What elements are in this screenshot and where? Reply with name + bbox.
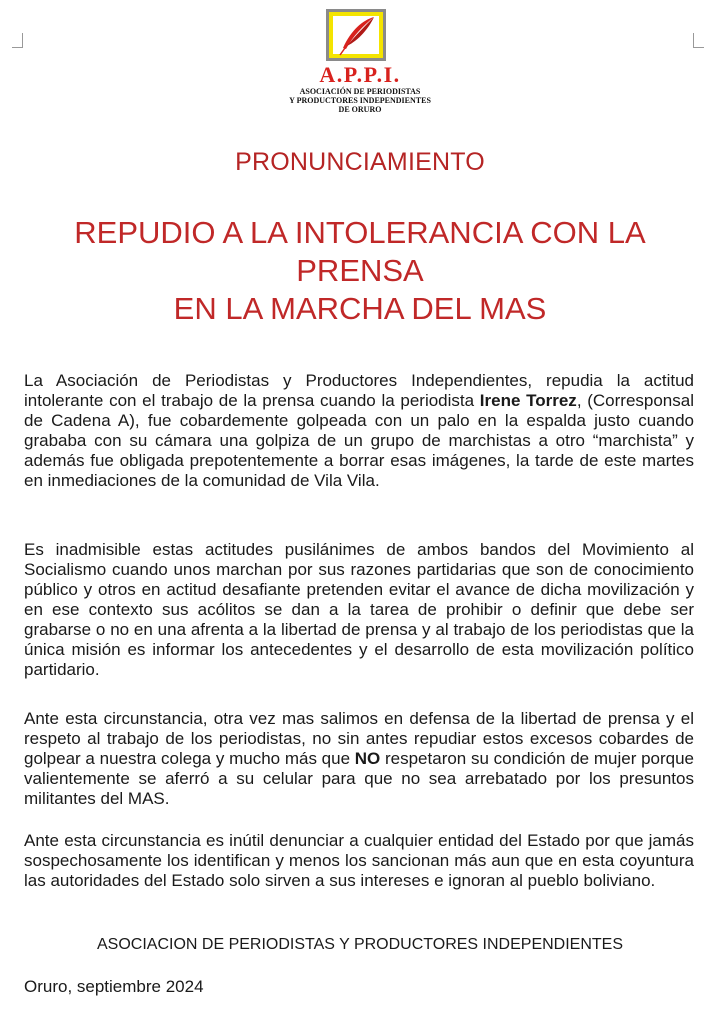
paragraph-3: [24, 709, 694, 809]
journalist-name: Irene Torrez: [479, 391, 577, 410]
paragraph-text: respetaron su condición de mujer porque valientemente se aferró a su celular para que no sea arrebatado por los presuntos militantes del MAS.: [24, 749, 695, 808]
corner-mark-left: [12, 33, 23, 48]
paragraph-text: La Asociación de Periodistas y Productores Independientes, repudia la actitud intolerante con el trabajo de la prensa cuando la periodista: [24, 371, 694, 410]
paragraph-4: Ante esta circunstancia es inútil denunciar a cualquier entidad del Estado por que jamás sospechosamente los identifican y menos los sancionan más aun que en esta coyuntura las autoridades del Estado solo sirven a sus intereses e ignoran al pueblo boliviano.: [24, 831, 694, 890]
corner-mark-right: [693, 33, 704, 48]
headline: [40, 214, 680, 328]
emphasis-no: NO: [354, 749, 381, 768]
place-date: Oruro, septiembre 2024: [24, 977, 204, 996]
headline-line: EN LA MARCHA DEL MAS: [173, 291, 547, 326]
org-name-line: DE ORURO: [338, 105, 382, 114]
document-type-heading: PRONUNCIAMIENTO: [235, 148, 485, 176]
paragraph-2: Es inadmisible estas actitudes pusilánimes de ambos bandos del Movimiento al Socialismo cuando unos marchan por sus razones partidarias que son de conocimiento público y otros en actitud desafiante pretenden evitar el avance de dicha movilización y en ese contexto sus acólitos se dan a la tarea de prohibir o definir que debe ser grabarse o no en una afrenta a la libertad de prensa y al trabajo de los periodistas que la única misión es informar los antecedentes y el desarrollo de esta movilización político partidario.: [24, 540, 694, 679]
org-name-line: ASOCIACIÓN DE PERIODISTAS: [299, 87, 421, 96]
org-full-name: [0, 87, 720, 114]
org-name-line: Y PRODUCTORES INDEPENDIENTES: [289, 96, 431, 105]
paragraph-text: , (Corresponsal de Cadena A), fue cobardemente golpeada con un palo en la espalda justo cuando grababa con su cámara una golpiza de un grupo de marchistas a otro “marchista” y además fue obligada prepotentemente a borrar esas imágenes, la tarde de este martes en inmediaciones de la comunidad de Vila Vila.: [24, 391, 694, 490]
headline-line: PRENSA: [296, 253, 424, 288]
headline-line: REPUDIO A LA INTOLERANCIA CON LA: [74, 215, 646, 250]
paragraph-1: [24, 371, 694, 491]
signature-line: ASOCIACION DE PERIODISTAS Y PRODUCTORES INDEPENDIENTES: [96, 936, 624, 953]
org-acronym: A.P.P.I.: [319, 62, 401, 87]
paragraph-text: Ante esta circunstancia, otra vez mas salimos en defensa de la libertad de prensa y el respeto al trabajo de los periodistas, no sin antes repudiar estos excesos cobardes de golpear a nuestra colega y mucho más que: [24, 709, 694, 768]
quill-feather-logo-icon: [325, 8, 387, 62]
